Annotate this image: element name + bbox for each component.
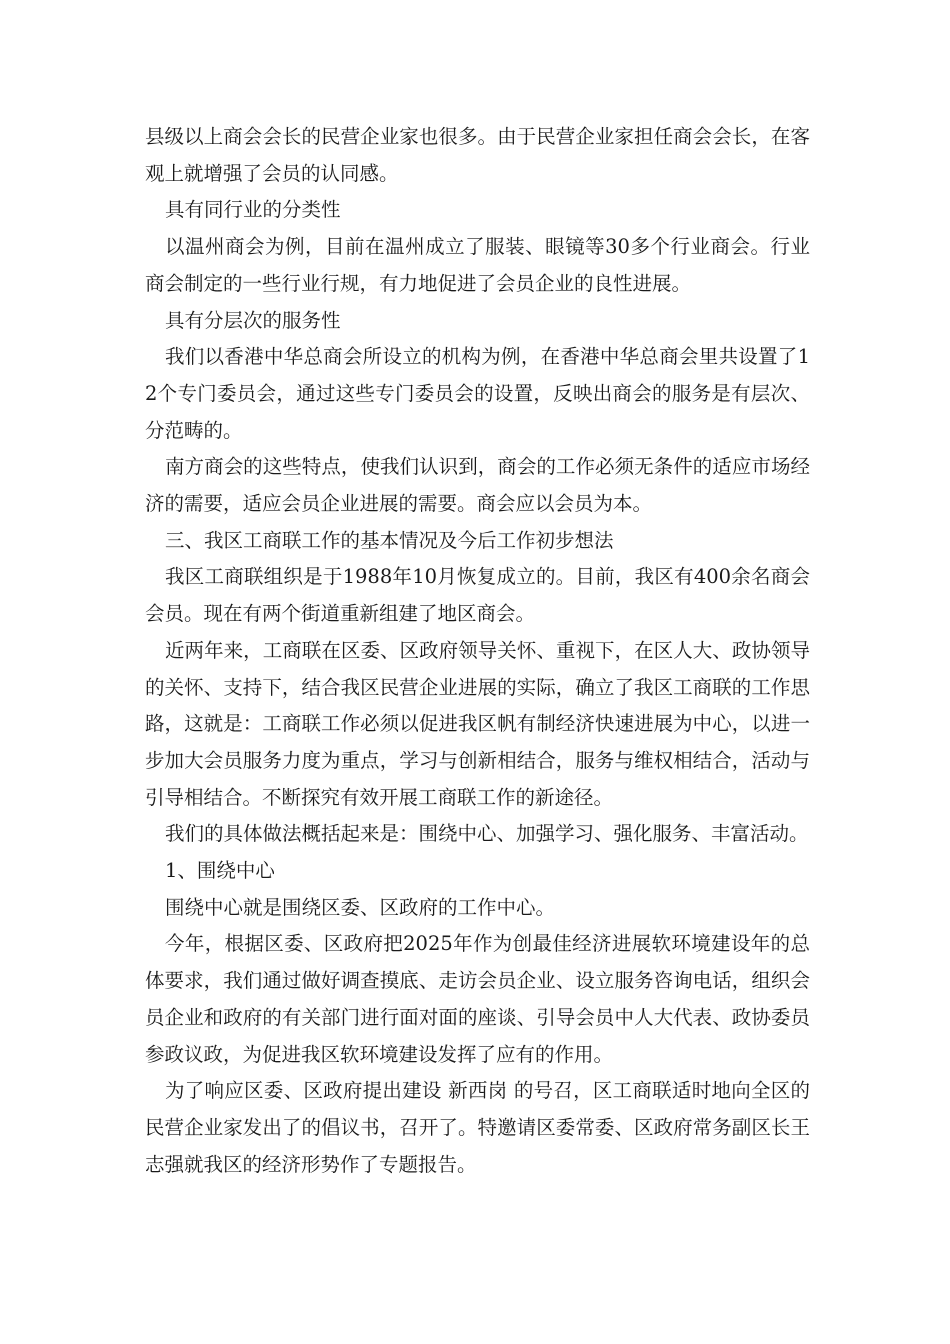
paragraph: 围绕中心就是围绕区委、区政府的工作中心。 [165, 895, 556, 919]
section-heading-service: 具有分层次的服务性 [165, 308, 341, 332]
section-heading-three: 三、我区工商联工作的基本情况及今后工作初步想法 [165, 528, 614, 552]
paragraph: 南方商会的这些特点，使我们认识到，商会的工作必须无条件的适应市场经济的需要，适应会员企业进展的需要。商会应以会员为本。 [145, 455, 810, 516]
paragraph: 近两年来，工商联在区委、区政府领导关怀、重视下，在区人大、政协领导的关怀、支持下，结合我区民营企业进展的实际，确立了我区工商联的工作思路，这就是：工商联工作必须以促进我区帆有制经济快速进展为中心，以进一步加大会员服务力度为重点，学习与创新相结合，服务与维权相结合，活动与引导相结合。不断探究有效开展工商联工作的新途径。 [145, 638, 810, 809]
subsection-heading-one: 1、围绕中心 [165, 859, 275, 883]
paragraph: 我区工商联组织是于1988年10月恢复成立的。目前，我区有400余名商会会员。现在有两个街道重新组建了地区商会。 [145, 565, 810, 626]
document-body [145, 119, 810, 1183]
paragraph: 县级以上商会会长的民营企业家也很多。由于民营企业家担任商会会长，在客观上就增强了会员的认同感。 [145, 125, 810, 185]
paragraph: 我们的具体做法概括起来是：围绕中心、加强学习、强化服务、丰富活动。 [165, 822, 809, 846]
section-heading-industry: 具有同行业的分类性 [165, 198, 341, 222]
paragraph: 以温州商会为例，目前在温州成立了服装、眼镜等30多个行业商会。行业商会制定的一些行业行规，有力地促进了会员企业的良性进展。 [145, 235, 810, 295]
paragraph: 为了响应区委、区政府提出建设 新西岗 的号召，区工商联适时地向全区的民营企业家发出了的倡议书，召开了。特邀请区委常委、区政府常务副区长王志强就我区的经济形势作了专题报告。 [145, 1079, 810, 1176]
paragraph: 我们以香港中华总商会所设立的机构为例，在香港中华总商会里共设置了12个专门委员会，通过这些专门委员会的设置，反映出商会的服务是有层次、分范畴的。 [145, 345, 810, 442]
paragraph: 今年，根据区委、区政府把2025年作为创最佳经济进展软环境建设年的总体要求，我们通过做好调查摸底、走访会员企业、设立服务咨询电话，组织会员企业和政府的有关部门进行面对面的座谈、引导会员中人大代表、政协委员参政议政，为促进我区软环境建设发挥了应有的作用。 [145, 932, 810, 1066]
